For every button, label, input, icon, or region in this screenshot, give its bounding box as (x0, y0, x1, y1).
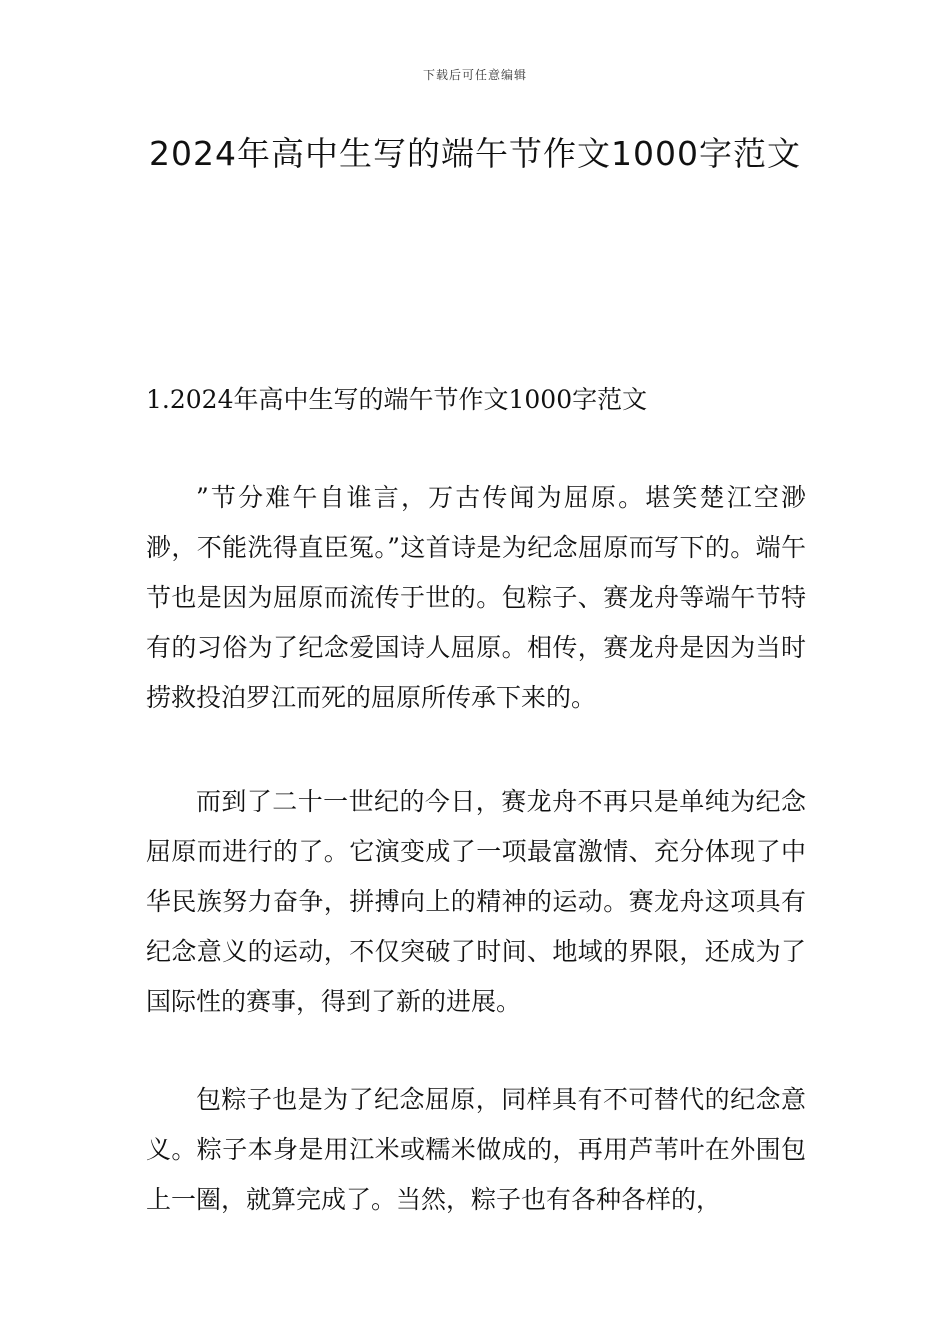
header-note: 下载后可任意编辑 (422, 68, 527, 82)
body-paragraph: 而到了二十一世纪的今日，赛龙舟不再只是单纯为纪念屈原而进行的了。它演变成了一项最富激情、充分体现了中华民族努力奋争，拼搏向上的精神的运动。赛龙舟这项具有纪念意义的运动，不仅突破了时间、地域的界限，还成为了国际性的赛事，得到了新的进展。 (146, 787, 806, 1016)
section-heading: 1.2024年高中生写的端午节作文1000字范文 (146, 385, 648, 414)
document-title: 2024年高中生写的端午节作文1000字范文 (149, 134, 801, 173)
body-paragraph-2-block (146, 777, 806, 1027)
body-paragraph: ”节分难午自谁言，万古传闻为屈原。堪笑楚江空渺渺，不能洗得直臣冤。”这首诗是为纪念屈原而写下的。端午节也是因为屈原而流传于世的。包粽子、赛龙舟等端午节特有的习俗为了纪念爱国诗人屈原。相传，赛龙舟是因为当时捞救投泊罗江而死的屈原所传承下来的。 (146, 483, 806, 712)
body-paragraph-3-block (146, 1075, 806, 1225)
body-paragraph-1-block (146, 473, 806, 723)
body-paragraph: 包粽子也是为了纪念屈原，同样具有不可替代的纪念意义。粽子本身是用江米或糯米做成的，再用芦苇叶在外围包上一圈，就算完成了。当然，粽子也有各种各样的， (146, 1085, 806, 1214)
